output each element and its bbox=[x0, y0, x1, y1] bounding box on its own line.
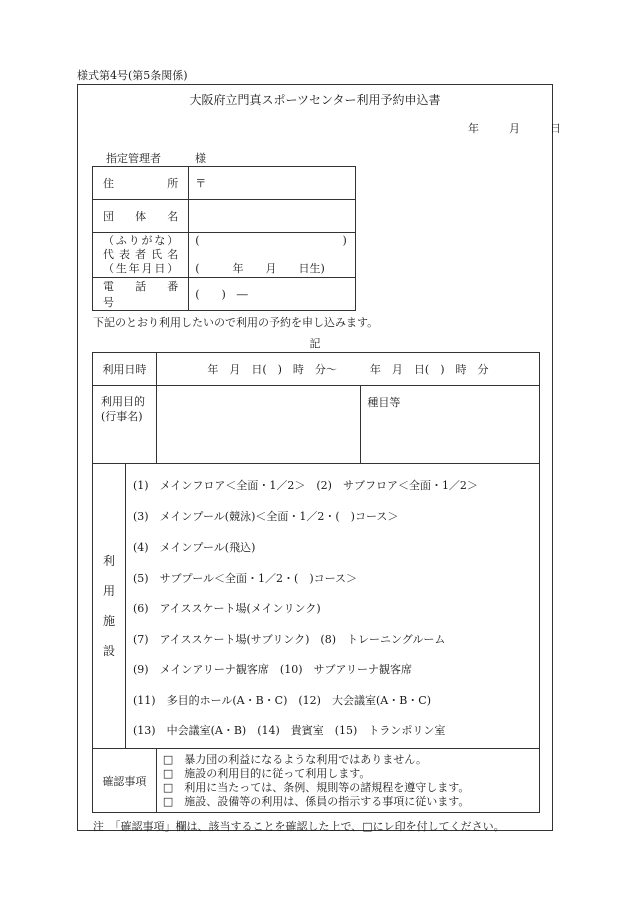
facility-option[interactable]: (1) メインフロア＜全面・1／2＞ (2) サブフロア＜全面・1／2＞ bbox=[133, 479, 478, 492]
furigana-label: （ふりがな） bbox=[103, 234, 179, 247]
purpose-label-line1: 利用目的 bbox=[101, 395, 145, 408]
facilities-char-2: 用 bbox=[102, 584, 115, 598]
rep-name-label: 代表者氏名 bbox=[103, 248, 179, 261]
address-label: 住 所 bbox=[93, 167, 189, 200]
footnote: 注 「確認事項」欄は、該当することを確認した上で、□にレ印を付してください。 bbox=[93, 820, 505, 833]
form-number: 様式第4号(第5条関係) bbox=[77, 69, 188, 82]
facility-option[interactable]: (3) メインプール(競泳)＜全面・1／2・( )コース＞ bbox=[133, 510, 399, 523]
checkbox-icon: □ bbox=[162, 752, 174, 766]
birthdate-label: （生年月日） bbox=[103, 262, 179, 275]
facilities-char-1: 利 bbox=[102, 554, 115, 568]
phone-label: 電 話 番 号 bbox=[93, 278, 189, 311]
representative-label bbox=[93, 233, 189, 278]
date-year: 年 bbox=[468, 122, 479, 135]
phone-field[interactable] bbox=[189, 278, 356, 311]
confirm-item-3[interactable]: □ 利用に当たっては、条例、規則等の諸規程を遵守します。 bbox=[162, 780, 470, 794]
checkbox-icon: □ bbox=[162, 780, 174, 794]
datetime-value: 年 月 日( ) 時 分〜 年 月 日( ) 時 分 bbox=[207, 363, 489, 376]
form-title: 大阪府立門真スポーツセンター利用予約申込書 bbox=[189, 93, 441, 107]
facilities-label bbox=[93, 464, 126, 749]
facility-option[interactable]: (4) メインプール(飛込) bbox=[133, 541, 256, 554]
furigana-value: ( ) bbox=[195, 234, 347, 247]
facility-option[interactable]: (11) 多目的ホール(A・B・C) (12) 大会議室(A・B・C) bbox=[133, 694, 431, 707]
purpose-label-line2: (行事名) bbox=[101, 410, 143, 423]
checkbox-icon: □ bbox=[162, 794, 174, 808]
address-field[interactable] bbox=[189, 167, 356, 200]
date-day: 日 bbox=[550, 122, 561, 135]
group-name-label: 団 体 名 bbox=[93, 200, 189, 233]
ki-heading: 記 bbox=[309, 337, 321, 350]
purpose-field[interactable] bbox=[156, 386, 361, 464]
confirm-list bbox=[156, 749, 539, 813]
birthdate-value: ( 年 月 日生) bbox=[195, 262, 325, 275]
facility-option[interactable]: (7) アイススケート場(サブリンク) (8) トレーニングルーム bbox=[133, 633, 446, 646]
postal-mark: 〒 bbox=[195, 177, 207, 190]
confirm-item-2[interactable]: □ 施設の利用目的に従って利用します。 bbox=[162, 766, 371, 780]
group-name-field[interactable] bbox=[189, 200, 356, 233]
confirm-item-1[interactable]: □ 暴力団の利益になるような利用ではありません。 bbox=[162, 752, 427, 766]
request-text: 下記のとおり利用したいので利用の予約を申し込みます。 bbox=[93, 316, 379, 329]
purpose-label bbox=[93, 386, 157, 464]
representative-field[interactable] bbox=[189, 233, 356, 278]
facility-option[interactable]: (6) アイススケート場(メインリンク) bbox=[133, 602, 321, 615]
facility-option[interactable]: (9) メインアリーナ観客席 (10) サブアリーナ観客席 bbox=[133, 663, 413, 676]
confirm-label: 確認事項 bbox=[93, 749, 157, 813]
facilities-char-4: 設 bbox=[102, 644, 115, 658]
addressee bbox=[106, 150, 206, 166]
applicant-table bbox=[92, 166, 356, 311]
addressee-label: 指定管理者 bbox=[106, 152, 161, 165]
confirm-item-4[interactable]: □ 施設、設備等の利用は、係員の指示する事項に従います。 bbox=[162, 794, 470, 808]
datetime-label: 利用日時 bbox=[93, 353, 157, 386]
facility-option[interactable]: (13) 中会議室(A・B) (14) 貴賓室 (15) トランポリン室 bbox=[133, 724, 446, 737]
datetime-field[interactable] bbox=[156, 353, 539, 386]
date-line bbox=[468, 120, 561, 136]
phone-value: ( ) ― bbox=[195, 288, 248, 301]
event-type-field[interactable] bbox=[361, 386, 540, 464]
date-month: 月 bbox=[509, 122, 520, 135]
facility-option[interactable]: (5) サブプール＜全面・1／2・( )コース＞ bbox=[133, 572, 358, 585]
facilities-char-3: 施 bbox=[102, 614, 115, 628]
checkbox-icon: □ bbox=[162, 766, 174, 780]
addressee-honorific: 様 bbox=[195, 152, 206, 165]
event-type-label: 種目等 bbox=[367, 396, 401, 409]
